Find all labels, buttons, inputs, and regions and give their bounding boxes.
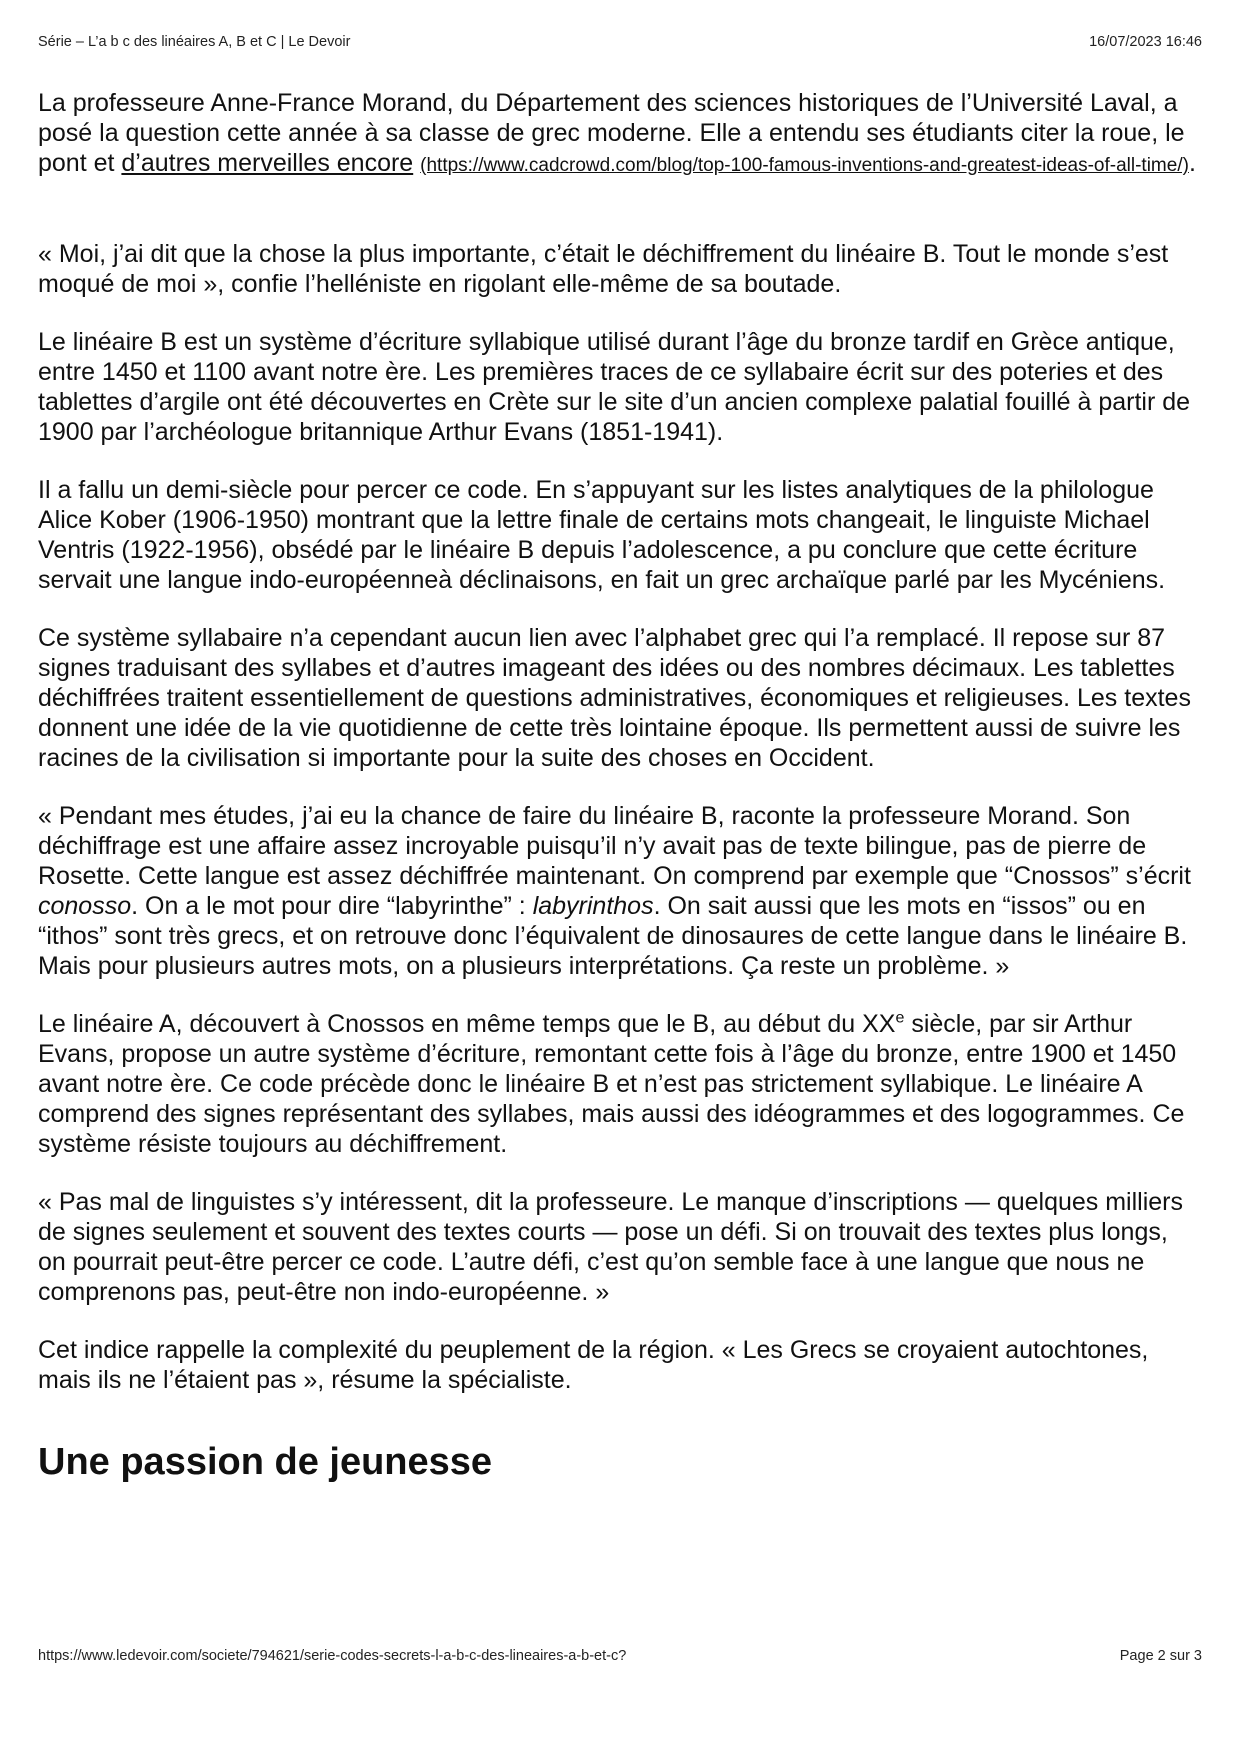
merveilles-link[interactable]: d’autres merveilles encore [121,149,414,177]
paragraph-text: La professeure Anne-France Morand, du Département des sciences historiques de l’Université Laval, a posé la question cette année à sa classe de grec moderne. Elle a entendu ses étudiants citer la roue, le pont et [38,89,1185,177]
paragraph-text: siècle, par sir Arthur Evans, propose un autre système d’écriture, remontant cette fois à l’âge du bronze, entre 1900 et 1450 avant notre ère. Ce code précède donc le linéaire B et n’est pas strictement syllabique. Le linéaire A comprend des signes représentant des syllabes, mais aussi des idéogrammes et des logogrammes. Ce système résiste toujours au déchiffrement. [38,1010,1185,1158]
paragraph: Ce système syllabaire n’a cependant aucun lien avec l’alphabet grec qui l’a remplacé. Il repose sur 87 signes traduisant des syllabes et d’autres imageant des idées ou des nombres décimaux. Les tablettes déchiffrées traitent essentiellement de questions administratives, économiques et religieuses. Les textes donnent une idée de la vie quotidienne de cette très lointaine époque. Ils permettent aussi de suivre les racines de la civilisation si importante pour la suite des choses en Occident. [38,624,1191,772]
paragraph: Il a fallu un demi-siècle pour percer ce code. En s’appuyant sur les listes analytiques de la philologue Alice Kober (1906-1950) montrant que la lettre finale de certains mots changeait, le linguiste Michael Ventris (1922-1956), obsédé par le linéaire B depuis l’adolescence, a pu conclure que cette écriture servait une langue indo-européenneà déclinaisons, en fait un grec archaïque parlé par les Mycéniens. [38,476,1166,594]
section-heading: Une passion de jeunesse [38,1441,493,1483]
paragraph: « Moi, j’ai dit que la chose la plus importante, c’était le déchiffrement du linéaire B. Tout le monde s’est moqué de moi », confie l’helléniste en rigolant elle-même de sa boutade. [38,240,1169,298]
paragraph [38,88,1202,181]
print-header [38,34,1202,56]
emphasis: conosso [38,892,132,920]
paragraph: « Pas mal de linguistes s’y intéressent, dit la professeure. Le manque d’inscriptions — quelques milliers de signes seulement et souvent des textes courts — pose un défi. Si on trouvait des textes plus longs, on pourrait peut-être percer ce code. L’autre défi, c’est qu’on semble face à une langue que nous ne comprenons pas, peut-être non indo-européenne. » [38,1188,1184,1306]
paragraph-text: . [1188,149,1196,177]
paragraph-text: « Pendant mes études, j’ai eu la chance de faire du linéaire B, raconte la professeure Morand. Son déchiffrage est une affaire assez incroyable puisqu’il n’y avait pas de texte bilingue, pas de pierre de Rosette. Cette langue est assez déchiffrée maintenant. On comprend par exemple que “Cnossos” s’écrit [38,802,1191,890]
paragraph [38,801,1202,981]
superscript: e [895,1009,905,1027]
paragraph-text: Le linéaire A, découvert à Cnossos en même temps que le B, au début du XX [38,1010,896,1038]
page-title: Série – L’a b c des linéaires A, B et C | Le Devoir [38,34,351,50]
paragraph [38,1009,1202,1159]
page-number: Page 2 sur 3 [1119,1648,1202,1664]
article-body [38,88,1202,1484]
paragraph: Cet indice rappelle la complexité du peuplement de la région. « Les Grecs se croyaient autochtones, mais ils ne l’étaient pas », résume la spécialiste. [38,1336,1149,1394]
print-datetime: 16/07/2023 16:46 [1089,34,1202,50]
paragraph-text: . On sait aussi que les mots en “issos” ou en “ithos” sont très grecs, et on retrouve donc l’équivalent de dinosaures de cette langue dans le linéaire B. Mais pour plusieurs autres mots, on a plusieurs interprétations. Ça reste un problème. » [38,892,1188,980]
merveilles-link-url[interactable]: (https://www.cadcrowd.com/blog/top-100-famous-inventions-and-greatest-ideas-of-all-time/) [420,155,1189,176]
paragraph-text: . On a le mot pour dire “labyrinthe” : [131,892,533,920]
emphasis: labyrinthos [532,892,654,920]
footer-url: https://www.ledevoir.com/societe/794621/serie-codes-secrets-l-a-b-c-des-lineaires-a-b-et-c? [38,1648,627,1664]
paragraph: Le linéaire B est un système d’écriture syllabique utilisé durant l’âge du bronze tardif en Grèce antique, entre 1450 et 1100 avant notre ère. Les premières traces de ce syllabaire écrit sur des poteries et des tablettes d’argile ont été découvertes en Crète sur le site d’un ancien complexe palatial fouillé à partir de 1900 par l’archéologue britannique Arthur Evans (1851-1941). [38,328,1191,446]
